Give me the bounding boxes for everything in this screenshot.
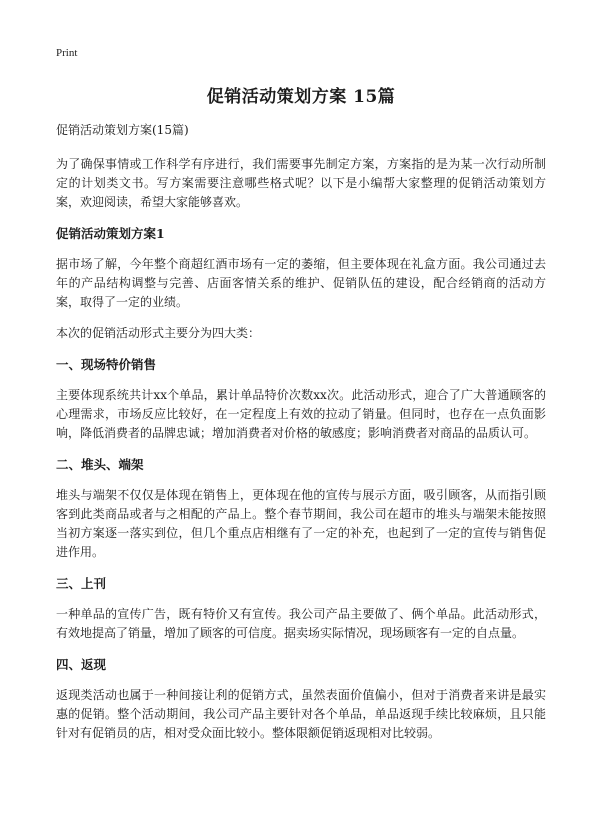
subheading-three: 三、上刊 [56,576,107,591]
section1-paragraph-2: 本次的促销活动形式主要分为四大类： [56,326,261,340]
subheading-two: 二、堆头、端架 [56,457,144,472]
paragraph-three: 一种单品的宣传广告，既有特价又有宣传。我公司产品主要做了、俩个单品。此活动形式，有效地提高了销量，增加了顾客的可信度。据卖场实际情况，现场顾客有一定的自点量。 [56,607,546,640]
paragraph-four: 返现类活动也属于一种间接让利的促销方式，虽然表面价值偏小，但对于消费者来讲是最实惠的促销。整个活动期间，我公司产品主要针对各个单品，单品返现手续比较麻烦，且只能针对有促销员的店，相对受众面比较小。整体限额促销返现相对比较弱。 [56,688,546,740]
intro-paragraph: 为了确保事情或工作科学有序进行，我们需要事先制定方案，方案指的是为某一次行动所制定的计划类文书。写方案需要注意哪些格式呢？以下是小编帮大家整理的促销活动策划方案，欢迎阅读，希望大家能够喜欢。 [56,157,546,209]
section1-paragraph-1: 据市场了解，今年整个商超红酒市场有一定的萎缩，但主要体现在礼盒方面。我公司通过去年的产品结构调整与完善、店面客情关系的维护、促销队伍的建设，配合经销商的活动方案，取得了一定的业绩。 [56,257,546,309]
subheading-one: 一、现场特价销售 [56,357,157,372]
page-title: 促销活动策划方案 15篇 [206,87,396,107]
paragraph-one: 主要体现系统共计xx个单品，累计单品特价次数xx次。此活动形式，迎合了广大普通顾客的心理需求，市场反应比较好，在一定程度上有效的拉动了销量。但同时，也存在一点负面影响，降低消费者的品牌忠诚；增加消费者对价格的敏感度；影响消费者对商品的品质认可。 [56,388,546,440]
section-heading-1: 促销活动策划方案1 [56,226,165,241]
paragraph-two: 堆头与端架不仅仅是体现在销售上，更体现在他的宣传与展示方面，吸引顾客，从而指引顾客到此类商品或者与之相配的产品上。整个春节期间，我公司在超市的堆头与端架未能按照当初方案逐一落实到位，但几个重点店相继有了一定的补充，也起到了一定的宣传与销售促进作用。 [56,488,546,559]
document-subtitle: 促销活动策划方案(15篇) [56,123,189,137]
subheading-four: 四、返现 [56,657,107,672]
document-body [56,70,546,755]
print-link[interactable]: Print [56,47,78,59]
